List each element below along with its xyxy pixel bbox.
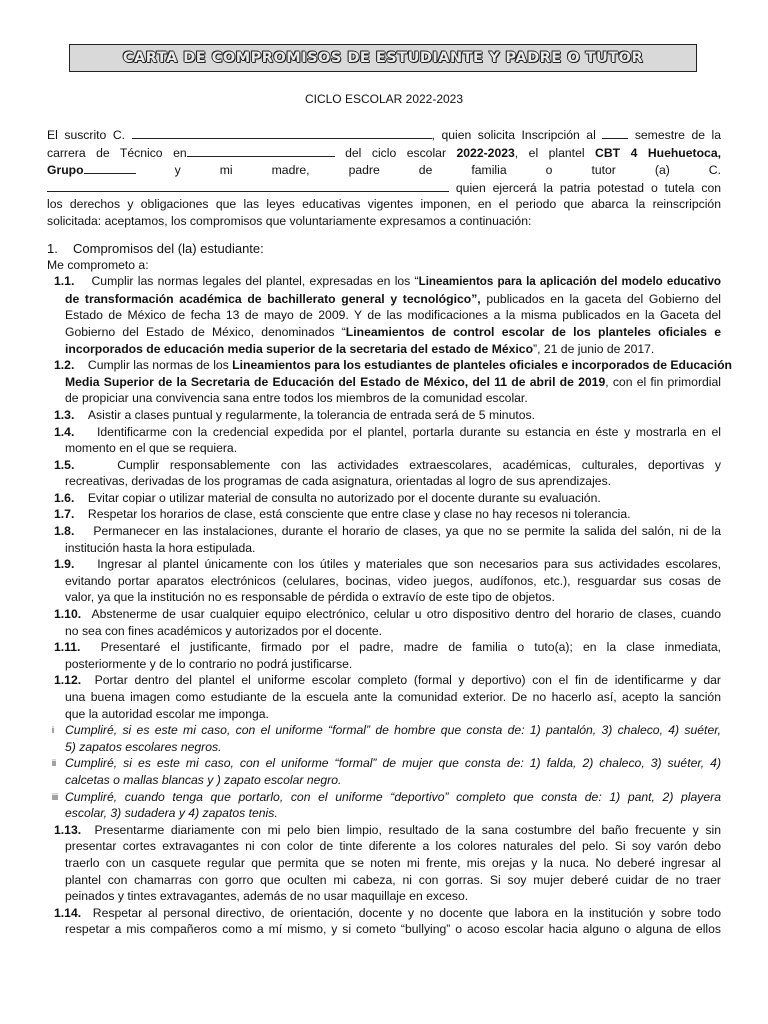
commitment-item	[47, 822, 721, 905]
item-line	[54, 639, 721, 656]
item-text: Identificarme con la credencial expedida por el plantel, portarla durante su estancia en éste y mostrarla en el	[97, 424, 722, 439]
intro-line-1	[47, 126, 721, 144]
item-line	[65, 324, 721, 341]
item-line	[54, 273, 721, 291]
commitment-item	[47, 407, 721, 424]
intro-line-5: los derechos y obligaciones que las leyes educativas vigentes imponen, en el periodo que abarca la reinscripción	[47, 197, 721, 212]
item-line	[54, 672, 721, 689]
item-bold: Media Superior de la Secretaria de Educación del Estado de México, del 11 de abril de 2019	[65, 374, 606, 389]
item-line	[54, 424, 722, 441]
commitment-item	[47, 506, 721, 523]
item-number: 1.4.	[54, 424, 75, 439]
item-number: 1.2.	[54, 358, 75, 373]
item-line: traerlo con un casquete regular que permita que se noten mi frente, mis orejas y la nuca. No deberé ingresar al	[65, 855, 721, 870]
intro-line-3	[47, 161, 721, 179]
item-text: Respetar al personal directivo, de orientación, docente y no docente que labora en la institución y sobre todo	[92, 905, 721, 920]
item-line: de propiciar una convivencia sana entre todos los miembros de la comunidad escolar.	[65, 391, 528, 406]
item-number: 1.8.	[54, 524, 75, 539]
item-text: Abstenerme de usar cualquier equipo electrónico, celular u otro dispositivo dentro del horario de clases, cuando	[91, 607, 721, 622]
subitem-number: iii	[52, 791, 58, 802]
item-number: 1.3.	[54, 407, 75, 422]
group-label: Grupo	[47, 163, 84, 178]
commitment-item	[47, 606, 721, 639]
item-line	[65, 374, 721, 391]
item-bold: de transformación académica de bachillerato general y tecnológico	[65, 291, 472, 306]
document-body	[47, 126, 733, 938]
item-line	[65, 291, 721, 308]
item-bold: incorporados de educación media superior de la secretaria del estado de México	[65, 341, 534, 356]
item-line	[54, 822, 721, 839]
item-line: respetar a mis compañeros como a mí mismo, y si cometo “bullying” o acoso escolar hacia alguno o alguna de ellos	[65, 922, 721, 937]
cycle-value: 2022-2023	[456, 145, 515, 160]
item-line	[54, 523, 722, 540]
item-line: una buena imagen como estudiante de la escuela ante la comunidad exterior. De no hacerlo así, acepto la sanción	[65, 690, 721, 704]
item-text: Portar dentro del plantel el uniforme escolar completo (formal y deportivo) con el fin de identificarme y dar	[94, 673, 721, 688]
item-number: 1.5.	[54, 457, 75, 472]
career-blank	[187, 144, 335, 157]
intro-text: , quien solicita Inscripción al	[431, 128, 596, 142]
subitem-number: ii	[52, 758, 56, 769]
item-bold: ”,	[471, 291, 481, 306]
uniform-subitem	[47, 789, 721, 822]
item-line	[54, 490, 721, 507]
commitment-item	[47, 490, 721, 507]
section-lead: Me comprometo a:	[47, 257, 149, 272]
commitment-item	[47, 672, 721, 722]
subitem-number: i	[52, 725, 54, 736]
item-line: valor, ya que la institución no es responsable de pérdida o extravío de este tipo de objetos.	[65, 590, 555, 605]
item-text: Ingresar al plantel únicamente con los útiles y materiales que son necesarios para sus actividades escolares,	[97, 557, 722, 572]
item-number: 1.14.	[54, 905, 82, 920]
item-line	[54, 506, 721, 523]
uniform-subitem	[47, 755, 721, 788]
subitem-line: Cumpliré, si es este mi caso, con el uniforme “formal” de hombre que consta de: 1) pantalón, 3) chaleco, 4) suéter,	[65, 723, 721, 738]
item-bold: Lineamientos de control escolar de los planteles oficiales e	[345, 324, 721, 339]
item-line: posteriormente y de lo contrario no podrá justificarse.	[65, 656, 353, 671]
item-text: Asistir a clases puntual y regularmente, la tolerancia de entrada será de 5 minutos.	[87, 407, 536, 422]
intro-line-4	[47, 179, 721, 197]
item-line: que la autoridad escolar me imponga.	[65, 706, 269, 721]
item-text: ”, 21 de junio de 2017.	[533, 341, 655, 356]
commitment-item	[47, 639, 721, 672]
item-text: Gobierno del Estado de México, denominados “	[65, 324, 346, 339]
item-text: Cumplir las normas de los	[87, 358, 229, 373]
commitment-item	[47, 273, 721, 357]
item-number: 1.1.	[54, 274, 75, 289]
subitem-line: calcetas o mallas blancas y ) zapato escolar negro.	[65, 772, 342, 787]
item-number: 1.6.	[54, 490, 75, 505]
intro-text: El suscrito C.	[47, 128, 126, 142]
item-text: Evitar copiar o utilizar material de consulta no autorizado por el docente durante su evaluación.	[87, 490, 601, 505]
item-number: 1.12.	[54, 673, 82, 688]
item-line	[54, 357, 733, 374]
item-line: plantel con chamarras con gorro que oculten mi cabeza, ni con gorras. Si soy mujer deberé cuidar de no traer	[65, 872, 721, 887]
section-heading	[47, 240, 721, 257]
intro-text: , el plantel	[514, 145, 585, 160]
uniform-subitem	[47, 722, 721, 755]
item-number: 1.11.	[54, 640, 81, 655]
item-text: Cumplir las normas legales del plantel, expresadas en los “	[91, 274, 419, 289]
item-bold: Lineamientos para la aplicación del modelo educativo	[418, 275, 721, 289]
section-title: Compromisos del (la) estudiante	[73, 240, 261, 256]
item-text: Permanecer en las instalaciones, durante el horario de clases, ya que no se permite la salida del salón, ni de la	[93, 524, 722, 539]
intro-line-6: solicitada: aceptamos, los compromisos que voluntariamente expresamos a continuación:	[47, 213, 532, 228]
item-text: publicados en la gaceta del Gobierno del	[486, 291, 722, 306]
item-line	[65, 341, 721, 358]
title-box	[69, 44, 697, 72]
item-number: 1.10.	[54, 607, 82, 622]
commitment-item	[47, 556, 721, 606]
tutor-blank	[47, 179, 449, 192]
item-line: momento en el que se requiera.	[65, 441, 238, 456]
commitment-item	[47, 424, 721, 457]
commitment-item	[47, 357, 733, 407]
name-blank	[132, 126, 432, 139]
item-number: 1.7.	[54, 507, 75, 522]
item-text: Presentaré el justificante, firmado por el padre, madre de familia o tuto(a); en la clase inmediata,	[100, 640, 721, 655]
intro-text: carrera de Técnico en	[47, 145, 187, 160]
item-text: Respetar los horarios de clase, está consciente que entre clase y clase no hay recesos ni tolerancia.	[87, 507, 631, 522]
section-number: 1.	[47, 240, 58, 256]
item-line: peinados y tintes extravagantes, además de no usar maquillaje en exceso.	[65, 889, 469, 904]
intro-text: del ciclo escolar	[345, 145, 447, 160]
item-bold: Lineamientos para los estudiantes de planteles oficiales e incorporados de Educación	[232, 358, 733, 373]
item-number: 1.9.	[54, 557, 75, 572]
subitem-line: Cumpliré, si es este mi caso, con el uniforme “formal” de mujer que consta de: 1) falda, 2) chaleco, 3) suéter, 4)	[65, 756, 721, 771]
subitem-line: 5) zapatos escolares negros.	[65, 739, 222, 754]
group-blank	[84, 161, 136, 174]
item-number: 1.13.	[54, 822, 82, 837]
section-colon: :	[260, 240, 264, 256]
item-line: presentar cortes extravagantes ni con color de tinte diferente a los colores naturales del pelo. Si soy varón debo	[65, 839, 721, 854]
item-line	[54, 457, 721, 474]
intro-line-2	[47, 144, 721, 162]
school-name: CBT 4 Huehuetoca,	[595, 145, 721, 160]
semester-blank	[602, 126, 628, 139]
item-line	[54, 905, 721, 922]
school-cycle: CICLO ESCOLAR 2022-2023	[304, 92, 464, 106]
intro-text: y mi madre, padre de familia o tutor (a) C.	[174, 163, 721, 178]
commitment-item	[47, 457, 721, 490]
item-line: institución hasta la hora estipulada.	[65, 540, 256, 555]
item-line: evitando portar aparatos electrónicos (celulares, bocinas, video juegos, audífonos, etc.), resguardar sus cosas de	[65, 573, 721, 588]
intro-text: semestre de la	[634, 128, 721, 142]
intro-text: quien ejercerá la patria potestad o tutela con	[455, 180, 721, 195]
commitment-item	[47, 905, 721, 938]
commitment-item	[47, 523, 721, 556]
item-text: Cumplir responsablemente con las actividades extraescolares, académicas, culturales, deportivas y	[117, 457, 721, 472]
item-line	[54, 606, 721, 623]
item-line	[54, 556, 722, 573]
item-line: Estado de México de fecha 13 de mayo de 2009. Y de las modificaciones a la misma publicados en la Gaceta del	[65, 308, 721, 323]
subitem-line: escolar, 3) sudadera y 4) zapatos tenis.	[65, 806, 278, 821]
item-text: , con el fin primordial	[605, 374, 721, 389]
document-title: CARTA DE COMPROMISOS DE ESTUDIANTE Y PADRE O TUTOR	[122, 50, 644, 66]
item-line	[54, 407, 721, 424]
subitem-line: Cumpliré, cuando tenga que portarlo, con el uniforme “deportivo” completo que consta de: 1) pant, 2) playera	[65, 789, 721, 804]
item-line: recreativas, derivadas de los programas de cada asignatura, orientadas al logro de sus aprendizajes.	[65, 474, 612, 489]
item-line: no sea con fines académicos y autorizados por el docente.	[65, 623, 383, 638]
item-text: Presentarme diariamente con mi pelo bien limpio, resultado de la sana costumbre del baño frecuente y sin	[94, 822, 721, 837]
